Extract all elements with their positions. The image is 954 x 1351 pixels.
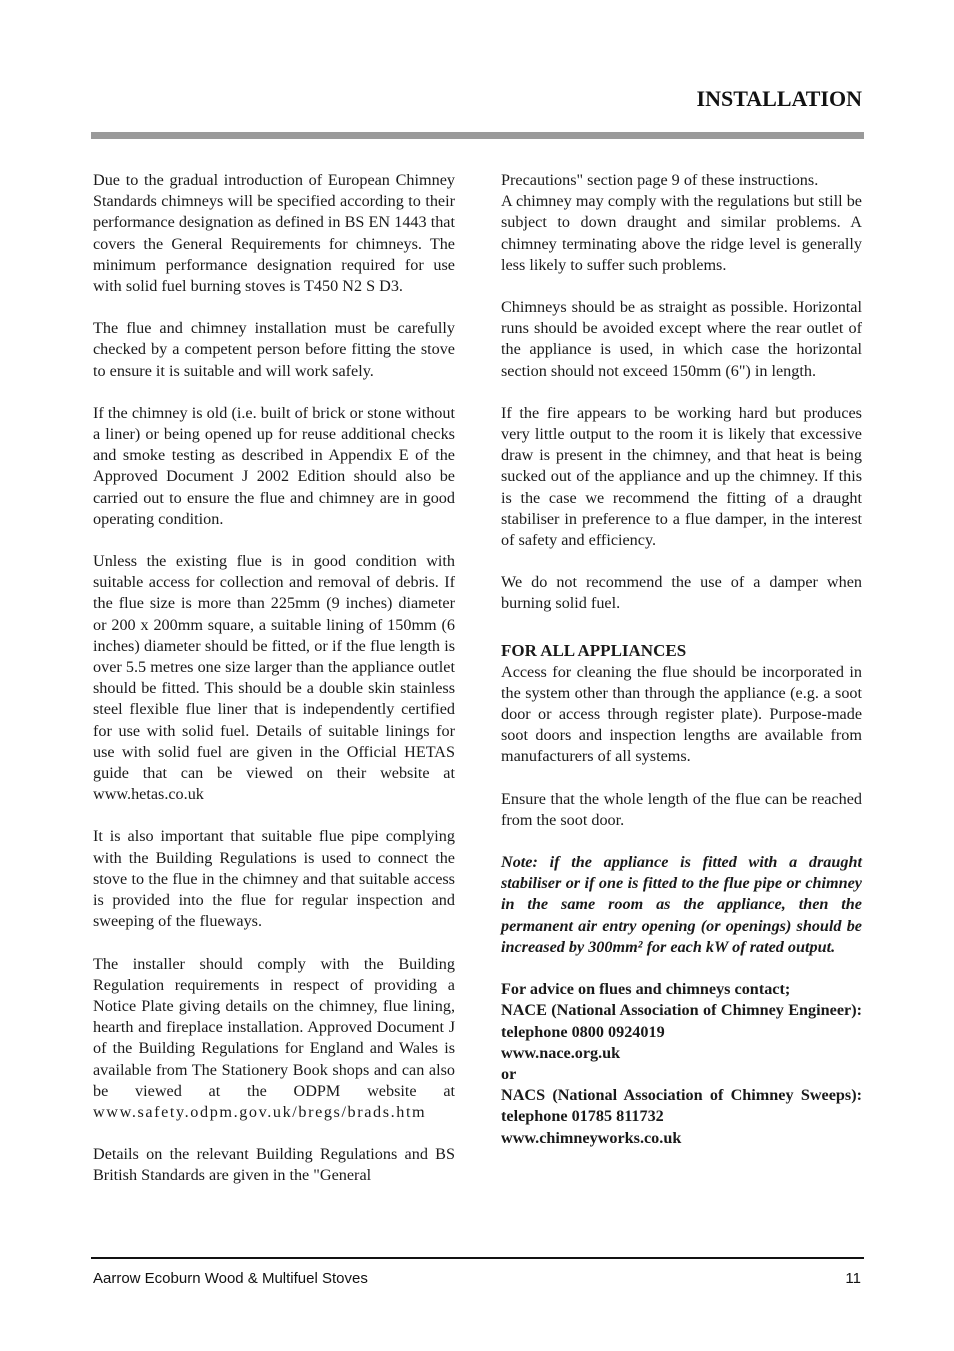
paragraph-old-chimney: If the chimney is old (i.e. built of brick or stone without a liner) or being opened up for reuse additional checks and smoke testing as described in Appendix E of the Approved Document J 2002 Edition should also be carried out to ensure the flue and chimney are in good operating condition. [93,403,455,528]
paragraph-flue-lining: Unless the existing flue is in good condition with suitable access for collection and removal of debris. If the flue size is more than 225mm (9 inches) diameter or 200 x 200mm square, a suitable lining of 150mm (6 inches) diameter should be fitted, or if the flue length is over 5.5 metres one size larger than the appliance outlet should be fitted. This should be a double skin stainless steel flexible flue liner that is independently certified for use with solid fuel. Details of suitable linings for use with solid fuel are given in the Official HETAS guide that can be viewed on their website at www.hetas.co.uk [93,552,455,804]
left-column [93,170,455,1187]
paragraph-down-draught: A chimney may comply with the regulations but still be subject to down draught and similar problems. A chimney terminating above the ridge level is generally less likely to suffer such problems. [501,192,862,274]
contact-block [501,979,862,1149]
contact-nacs: NACS (National Association of Chimney Sweeps): telephone 01785 811732 [501,1086,862,1126]
paragraph-straight-chimneys: Chimneys should be as straight as possible. Horizontal runs should be avoided except where the rear outlet of the appliance is used, in which case the horizontal section should not exceed 150mm (6") in length. [501,298,862,380]
footer-title: Aarrow Ecoburn Wood & Multifuel Stoves [93,1270,368,1287]
page-title: INSTALLATION [696,86,862,111]
paragraph-chimney-standards: Due to the gradual introduction of European Chimney Standards chimneys will be specified according to their performance designation as defined in BS EN 1443 that covers the General Requirements for chimneys. The minimum performance designation required for use with solid fuel burning stoves is T450 N2 S D3. [93,171,455,296]
right-column [501,170,862,1149]
contact-or: or [501,1064,517,1083]
contact-nacs-url: www.chimneyworks.co.uk [501,1128,682,1147]
contact-nace: NACE (National Association of Chimney Engineer): telephone 0800 0924019 [501,1001,862,1041]
paragraph-precautions-continued: Precautions" section page 9 of these instructions. [501,171,819,189]
note-draught-stabiliser: Note: if the appliance is fitted with a draught stabiliser or if one is fitted to the flue pipe or chimney in the same room as the appliance, then the permanent air entry opening (or openings) should be increased by 300mm² for each kW of rated output. [501,853,862,956]
paragraph-flue-pipe: It is also important that suitable flue pipe complying with the Building Regulations is used to connect the stove to the flue in the chimney and that suitable access is provided into the flue for regular inspection and sweeping of the flueways. [93,827,455,931]
paragraph-excessive-draw: If the fire appears to be working hard but produces very little output to the room it is likely that excessive draw is present in the chimney, and that heat is being sucked out of the appliance and up the chimney. If this is the case we recommend the fitting of a draught stabiliser in preference to a flue damper, in the interest of safety and efficiency. [501,403,862,550]
paragraph-competent-person: The flue and chimney installation must be carefully checked by a competent person before fitting the stove to ensure it is suitable and will work safely. [93,319,455,380]
paragraph-access-cleaning: Access for cleaning the flue should be incorporated in the system other than through the appliance (e.g. a soot door or access through register plate). Purpose-made soot doors and inspection lengths are available from manufacturers of all systems. [501,662,862,766]
subheading-all-appliances: FOR ALL APPLIANCES [501,640,687,660]
odpm-url: www.safety.odpm.gov.uk/bregs/brads.htm [93,1102,427,1121]
footer-rule [91,1257,864,1259]
title-rule [91,132,864,139]
contact-intro: For advice on flues and chimneys contact; [501,980,791,999]
paragraph-notice-plate [93,954,455,1124]
contact-nace-url: www.nace.org.uk [501,1043,621,1062]
notice-plate-text: The installer should comply with the Building Regulation requirements in respect of providing a Notice Plate giving details on the chimney, flue lining, hearth and fireplace installation. Approved Document J of the Building Regulations for England and Wales is available from The Stationery Book shops and can also be viewed at the ODPM website at [93,954,455,1100]
paragraph-regulations: Details on the relevant Building Regulations and BS British Standards are given in the "General [93,1145,455,1185]
paragraph-damper: We do not recommend the use of a damper when burning solid fuel. [501,573,862,613]
paragraph-soot-door: Ensure that the whole length of the flue can be reached from the soot door. [501,789,862,829]
page-number: 11 [845,1270,861,1287]
